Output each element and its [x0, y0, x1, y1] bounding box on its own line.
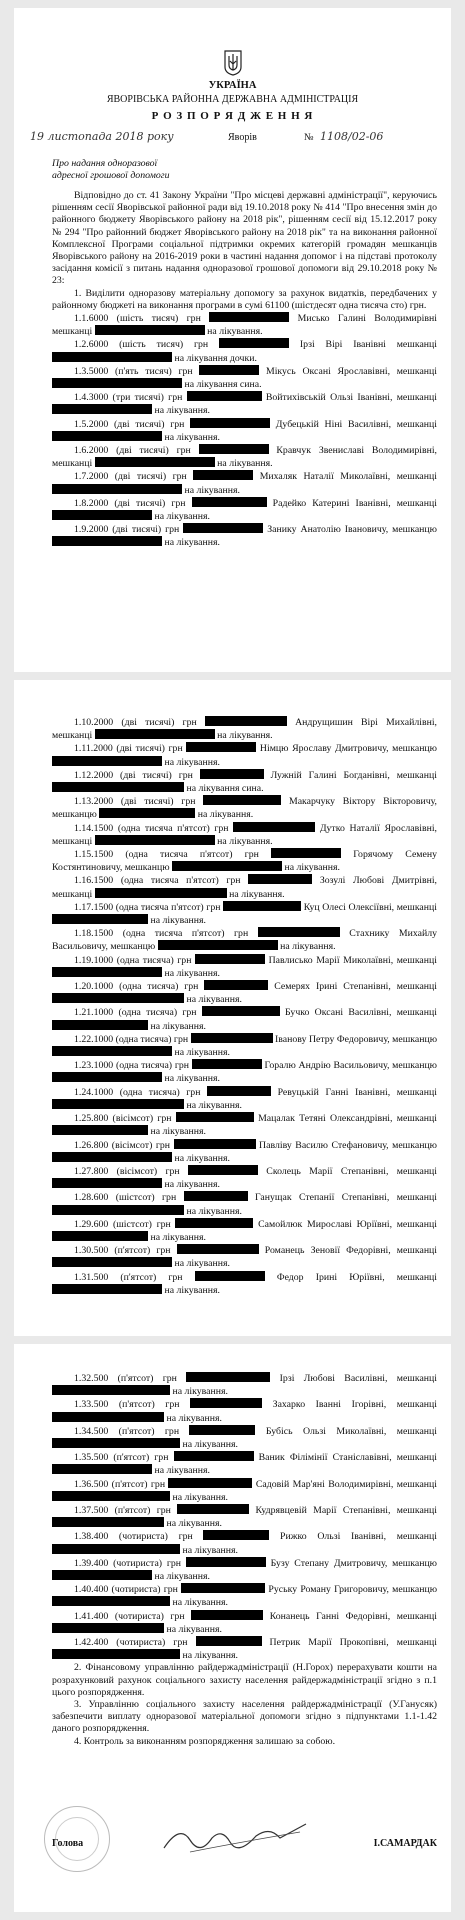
redaction-bar [52, 1205, 184, 1215]
redaction-bar [52, 1257, 172, 1267]
allowance-item [52, 1478, 437, 1504]
redaction-bar [168, 1478, 252, 1488]
allowance-purpose: на лікування. [164, 1179, 220, 1191]
redaction-bar [52, 1178, 162, 1188]
allowance-amount: 1.7.2000 (дві тисячі) грн [74, 471, 187, 483]
redaction-bar [177, 1244, 259, 1254]
body-text [52, 716, 437, 1297]
redaction-bar [204, 980, 268, 990]
subject [52, 158, 170, 182]
redaction-bar [195, 954, 265, 964]
document-page-3 [14, 1344, 451, 1912]
allowance-purpose: на лікування. [172, 1386, 228, 1398]
allowance-recipient: Дубецькій Ніні Василівні, мешканці [275, 418, 438, 430]
redaction-bar [52, 1231, 148, 1241]
allowance-recipient: Стахнику Михайлу Васильовичу, мешканцю [52, 928, 437, 953]
allowance-purpose: на лікування. [172, 1491, 228, 1503]
allowance-item [52, 1191, 437, 1217]
allowance-item [52, 1006, 437, 1032]
allowance-amount: 1.37.500 (п'ятсот) грн [74, 1505, 171, 1517]
allowance-item [52, 1557, 437, 1583]
allowance-recipient: Садовій Мар'яні Володимирівні, мешканці [255, 1478, 438, 1490]
allowance-recipient: Кудрявцевій Марії Степанівні, мешканці [255, 1505, 438, 1517]
allowance-recipient: Конанець Ганні Федорівні, мешканці [269, 1610, 438, 1622]
redaction-bar [52, 431, 162, 441]
allowance-recipient: Сколець Марії Степанівні, мешканці [266, 1165, 438, 1177]
allowance-purpose: на лікування. [186, 1099, 242, 1111]
allowance-amount: 1.3.5000 (п'ять тисяч) грн [74, 365, 193, 377]
allowance-amount: 1.29.600 (шістсот) грн [74, 1218, 171, 1230]
allowance-amount: 1.20.1000 (одна тисяча) грн [74, 981, 199, 993]
allowance-purpose: на лікування сина. [184, 379, 262, 391]
redaction-bar [52, 967, 162, 977]
redaction-bar [176, 1112, 254, 1122]
allowance-item [52, 338, 437, 364]
allowance-recipient: Куц Олесі Олексіївні, мешканці [303, 901, 437, 913]
redaction-bar [52, 1125, 148, 1135]
allowance-amount: 1.40.400 (чотириста) грн [74, 1584, 178, 1596]
allowance-amount: 1.26.800 (вісімсот) грн [74, 1139, 171, 1151]
preamble: Відповідно до ст. 41 Закону України "Про місцеві державні адміністрації", керуючись рішенням сесії Яворівської районної ради від 19.10.2018 року № 414 "Про внесення змін до районного бюджету Яворівського району на 2018 рік", рішенням сесії від 15.12.2017 року № 294 "Про районний бюджет Яворівського району на 2018 рік" та на виконання районної Комплексної Програми соціальної підтримки окремих категорій громадян мешканців Яворівського району на 2016-2019 роки в частині надання допомог і на підставі протоколу засідання комісії з питань надання одноразової грошової допомоги від 29.10.2018 року № 23: [52, 190, 437, 287]
redaction-bar [95, 888, 227, 898]
redaction-bar [186, 742, 256, 752]
allowance-purpose: на лікування. [150, 1020, 206, 1032]
allowance-amount: 1.31.500 (п'ятсот) грн [74, 1271, 183, 1283]
clause-4: 4. Контроль за виконанням розпорядження залишаю за собою. [74, 1735, 336, 1747]
redaction-bar [52, 1544, 180, 1554]
allowance-item [52, 1112, 437, 1138]
allowance-recipient: Ірзі Любові Василівні, мешканці [279, 1373, 438, 1384]
allowance-amount: 1.13.2000 (дві тисячі) грн [74, 796, 196, 808]
allowance-recipient: Бубісь Ользі Миколаївні, мешканці [265, 1425, 438, 1437]
clause-1: 1. Виділити одноразову матеріальну допомогу за рахунок видатків, передбачених у районному бюджеті на виконання програми в сумі 61100 (шістдесят одна тисяча сто) грн. [52, 287, 437, 311]
redaction-bar [271, 848, 341, 858]
redaction-bar [205, 716, 287, 726]
allowance-amount: 1.8.2000 (дві тисячі) грн [74, 497, 186, 509]
allowance-recipient: Іванову Петру Федоровичу, мешканцю [275, 1033, 438, 1045]
redaction-bar [184, 1191, 248, 1201]
redaction-bar [52, 782, 184, 792]
allowance-item [52, 418, 437, 444]
redaction-bar [52, 404, 152, 414]
subject-line: Про надання одноразової [52, 158, 158, 169]
signatory-name: І.САМАРДАК [373, 1838, 437, 1849]
allowance-recipient: Занику Анатолію Івановичу, мешканцю [267, 524, 437, 536]
redaction-bar [200, 769, 264, 779]
allowance-amount: 1.32.500 (п'ятсот) грн [74, 1373, 177, 1384]
allowance-recipient: Горалю Андрію Васильовичу, мешканцю [264, 1060, 438, 1072]
redaction-bar [190, 418, 270, 428]
allowance-recipient: Рижко Ользі Іванівні, мешканці [280, 1531, 437, 1543]
allowance-item [52, 1139, 437, 1165]
allowance-purpose: на лікування. [150, 1231, 206, 1243]
allowance-purpose: на лікування. [166, 1623, 222, 1635]
redaction-bar [195, 1271, 265, 1281]
allowance-item [52, 1530, 437, 1556]
allowance-item [52, 1059, 437, 1085]
allowance-item [52, 1372, 437, 1398]
allowance-purpose: на лікування. [217, 458, 273, 470]
allowance-purpose: на лікування. [217, 730, 273, 742]
redaction-bar [187, 391, 262, 401]
allowance-recipient: Федор Ірині Юріївні, мешканці [276, 1271, 438, 1283]
allowance-recipient: Павлисько Марії Миколаївні, мешканці [268, 954, 437, 966]
allowance-purpose: на лікування. [174, 1047, 230, 1059]
allowance-amount: 1.34.500 (п'ятсот) грн [74, 1425, 180, 1437]
allowance-amount: 1.18.1500 (одна тисяча п'ятсот) грн [74, 928, 249, 940]
allowance-item [52, 1086, 437, 1112]
document-page-1 [14, 8, 451, 672]
redaction-bar [52, 510, 152, 520]
redaction-bar [52, 484, 182, 494]
allowance-purpose: на лікування. [182, 1439, 238, 1451]
allowance-purpose: на лікування. [182, 1650, 238, 1662]
redaction-bar [174, 1451, 254, 1461]
redaction-bar [52, 993, 184, 1003]
redaction-bar [190, 1398, 262, 1408]
allowance-recipient: Ревуцькій Ганні Іванівні, мешканці [277, 1086, 437, 1098]
redaction-bar [95, 729, 215, 739]
redaction-bar [52, 1596, 170, 1606]
allowance-recipient: Лужній Галині Богданівні, мешканці [270, 769, 437, 781]
allowance-recipient: Петрик Марії Прокопівні, мешканці [269, 1637, 438, 1649]
allowance-amount: 1.10.2000 (дві тисячі) грн [74, 717, 197, 728]
allowance-recipient: Німцю Ярославу Дмитровичу, мешканцю [259, 743, 437, 755]
redaction-bar [52, 1438, 180, 1448]
allowance-amount: 1.25.800 (вісімсот) грн [74, 1113, 172, 1125]
document-page-2 [14, 680, 451, 1336]
allowance-recipient: Зозулі Любові Дмитрівні, мешканці [52, 875, 438, 900]
allowance-purpose: на лікування. [150, 1126, 206, 1138]
allowance-amount: 1.41.400 (чотириста) грн [74, 1610, 185, 1622]
redaction-bar [189, 1425, 255, 1435]
redaction-bar [95, 835, 215, 845]
allowance-item [52, 874, 437, 900]
allowance-purpose: на лікування сина. [186, 783, 264, 795]
redaction-bar [191, 1610, 263, 1620]
subject-line: адресної грошової допомоги [52, 170, 170, 181]
allowance-item [52, 927, 437, 953]
allowance-purpose: на лікування. [154, 511, 210, 523]
redaction-bar [52, 1020, 148, 1030]
allowance-item [52, 1165, 437, 1191]
allowance-amount: 1.24.1000 (одна тисяча) грн [74, 1086, 201, 1098]
allowance-amount: 1.19.1000 (одна тисяча) грн [74, 954, 192, 966]
allowance-item [52, 1636, 437, 1662]
redaction-bar [203, 1530, 269, 1540]
allowance-recipient: Макарчуку Віктору Вікторовичу, мешканцю [52, 796, 437, 821]
redaction-bar [188, 1165, 258, 1175]
place-label: Яворів [228, 132, 257, 143]
allowance-amount: 1.39.400 (чотириста) грн [74, 1557, 182, 1569]
allowance-purpose: на лікування. [186, 994, 242, 1006]
allowance-amount: 1.22.1000 (одна тисяча) грн [74, 1033, 189, 1045]
redaction-bar [192, 1059, 262, 1069]
redaction-bar [191, 1033, 273, 1043]
allowance-list [52, 312, 437, 550]
redaction-bar [52, 1152, 172, 1162]
allowance-recipient: Андрущишин Вірі Михайлівні, мешканці [52, 717, 438, 742]
allowance-purpose: на лікування. [164, 1073, 220, 1085]
allowance-item [52, 795, 437, 821]
allowance-recipient: Ваник Філімінії Станіславівні, мешканці [258, 1452, 437, 1464]
redaction-bar [52, 1412, 164, 1422]
redaction-bar [183, 523, 263, 533]
allowance-item [52, 1271, 437, 1297]
allowance-list [52, 1372, 437, 1662]
allowance-recipient: Семерях Ірині Степанівні, мешканці [274, 981, 438, 993]
redaction-bar [192, 497, 267, 507]
allowance-item [52, 312, 437, 338]
allowance-purpose: на лікування. [164, 537, 220, 549]
allowance-item [52, 1425, 437, 1451]
clause-3: 3. Управлінню соціального захисту населення райдержадміністрації (У.Ганусяк) забезпечити виплату одноразової матеріальної допомоги згідно з підпунктами 1.1-1.42 даного розпорядження. [52, 1699, 437, 1735]
allowance-recipient: Мисько Галині Володимирівні мешканці [52, 313, 437, 338]
redaction-bar [52, 1284, 162, 1294]
redaction-bar [209, 312, 289, 322]
redaction-bar [258, 927, 340, 937]
allowance-item [52, 954, 437, 980]
allowance-purpose: на лікування. [174, 1258, 230, 1270]
redaction-bar [177, 1504, 249, 1514]
allowance-recipient: Горячому Семену Костянтиновичу, мешканцю [52, 849, 437, 874]
allowance-amount: 1.36.500 (п'ятсот) грн [74, 1478, 166, 1490]
redaction-bar [199, 444, 269, 454]
allowance-purpose: на лікування. [182, 1544, 238, 1556]
allowance-amount: 1.38.400 (чотириста) грн [74, 1531, 193, 1543]
organization-heading: ЯВОРІВСЬКА РАЙОННА ДЕРЖАВНА АДМІНІСТРАЦІЯ [106, 94, 359, 105]
allowance-purpose: на лікування. [154, 1465, 210, 1477]
redaction-bar [52, 1072, 162, 1082]
document-type-heading: Р О З П О Р Я Д Ж Е Н Н Я [151, 110, 314, 122]
allowance-item [52, 1398, 437, 1424]
body-text [52, 190, 437, 550]
allowance-amount: 1.16.1500 (одна тисяча п'ятсот) грн [74, 875, 241, 887]
allowance-purpose: на лікування. [174, 1152, 230, 1164]
redaction-bar [52, 1046, 172, 1056]
allowance-item [52, 444, 437, 470]
allowance-item [52, 1033, 437, 1059]
allowance-item [52, 365, 437, 391]
country-heading: УКРАЇНА [208, 80, 257, 91]
redaction-bar [52, 378, 182, 388]
allowance-item [52, 822, 437, 848]
allowance-item [52, 1583, 437, 1609]
allowance-recipient: Бузу Степану Дмитровичу, мешканцю [270, 1557, 438, 1569]
redaction-bar [95, 325, 205, 335]
allowance-item [52, 523, 437, 549]
allowance-purpose: на лікування. [186, 1205, 242, 1217]
allowance-item [52, 716, 437, 742]
allowance-recipient: Самойлюк Мирославі Юріївні, мешканці [258, 1218, 437, 1230]
allowance-purpose: на лікування дочки. [174, 352, 257, 364]
allowance-amount: 1.27.800 (вісімсот) грн [74, 1165, 180, 1177]
allowance-amount: 1.42.400 (чотириста) грн [74, 1637, 188, 1649]
allowance-recipient: Войтихівській Ользі Іванівні, мешканці [265, 392, 437, 404]
allowance-list [52, 716, 437, 1297]
allowance-purpose: на лікування. [284, 862, 340, 874]
allowance-purpose: на лікування. [229, 888, 285, 900]
allowance-purpose: на лікування. [166, 1518, 222, 1530]
redaction-bar [186, 1557, 266, 1567]
redaction-bar [233, 822, 315, 832]
allowance-item [52, 1244, 437, 1270]
signatory-title: Голова [52, 1838, 84, 1849]
redaction-bar [95, 457, 215, 467]
allowance-item [52, 470, 437, 496]
allowance-recipient: Радейко Катерині Іванівні, мешканці [272, 497, 437, 509]
redaction-bar [158, 940, 278, 950]
allowance-amount: 1.35.500 (п'ятсот) грн [74, 1452, 169, 1464]
allowance-item [52, 1451, 437, 1477]
allowance-amount: 1.2.6000 (шість тисяч) грн [74, 339, 209, 351]
allowance-recipient: Павліву Василю Стефановичу, мешканцю [259, 1139, 437, 1151]
redaction-bar [52, 756, 162, 766]
clause-2: 2. Фінансовому управлінню райдержадміністрації (Н.Горох) перерахувати кошти на розрахунковий рахунок соціального захисту населення райдержадміністрації згідно з п.1 цього розпорядження. [52, 1662, 437, 1698]
redaction-bar [196, 1636, 262, 1646]
redaction-bar [223, 901, 301, 911]
allowance-item [52, 391, 437, 417]
allowance-recipient: Кравчук Звениславі Володимирівні, мешканці [52, 445, 438, 470]
allowance-purpose: на лікування. [154, 1571, 210, 1583]
redaction-bar [52, 1517, 164, 1527]
redaction-bar [202, 1006, 280, 1016]
allowance-amount: 1.9.2000 (дві тисячі) грн [74, 524, 180, 536]
allowance-amount: 1.33.500 (п'ятсот) грн [74, 1399, 180, 1411]
redaction-bar [99, 808, 195, 818]
redaction-bar [193, 470, 253, 480]
allowance-item [52, 901, 437, 927]
redaction-bar [199, 365, 259, 375]
redaction-bar [207, 1086, 271, 1096]
allowance-item [52, 742, 437, 768]
allowance-recipient: Ірзі Вірі Іванівні мешканці [299, 339, 437, 351]
allowance-recipient: Ганущак Степанії Степанівні, мешканці [255, 1192, 437, 1204]
redaction-bar [52, 1491, 170, 1501]
redaction-bar [52, 914, 148, 924]
date-handwritten: 19 листопада 2018 року [30, 130, 174, 143]
allowance-amount: 1.1.6000 (шість тисяч) грн [74, 313, 201, 325]
allowance-item [52, 980, 437, 1006]
number-prefix: № [304, 132, 314, 143]
number-handwritten: 1108/02-06 [320, 130, 384, 143]
allowance-amount: 1.4.3000 (три тисячі) грн [74, 392, 183, 404]
allowance-purpose: на лікування. [150, 915, 206, 927]
redaction-bar [52, 1385, 170, 1395]
allowance-item [52, 497, 437, 523]
allowance-item [52, 1218, 437, 1244]
redaction-bar [186, 1372, 270, 1382]
allowance-recipient: Романець Зеновії Федорівні, мешканці [264, 1245, 438, 1257]
allowance-purpose: на лікування. [184, 484, 240, 496]
redaction-bar [203, 795, 281, 805]
allowance-recipient: Руську Роману Григоровичу, мешканцю [268, 1584, 438, 1596]
allowance-amount: 1.11.2000 (дві тисячі) грн [74, 743, 183, 755]
allowance-item [52, 769, 437, 795]
allowance-recipient: Дутко Наталії Ярославівні, мешканці [52, 822, 438, 847]
redaction-bar [219, 338, 289, 348]
allowance-amount: 1.14.1500 (одна тисяча п'ятсот) грн [74, 822, 229, 834]
allowance-item [52, 848, 437, 874]
allowance-amount: 1.23.1000 (одна тисяча) грн [74, 1060, 189, 1072]
allowance-purpose: на лікування. [164, 431, 220, 443]
redaction-bar [174, 1139, 256, 1149]
allowance-purpose: на лікування. [164, 1284, 220, 1296]
redaction-bar [52, 1623, 164, 1633]
allowance-amount: 1.28.600 (шістсот) грн [74, 1192, 177, 1204]
allowance-purpose: на лікування. [166, 1412, 222, 1424]
allowance-item [52, 1504, 437, 1530]
allowance-amount: 1.21.1000 (одна тисяча) грн [74, 1007, 197, 1019]
redaction-bar [52, 536, 162, 546]
allowance-amount: 1.15.1500 (одна тисяча п'ятсот) грн [74, 849, 259, 861]
allowance-recipient: Михаляк Наталії Миколаївні, мешканці [259, 471, 437, 483]
allowance-purpose: на лікування. [154, 405, 210, 417]
allowance-purpose: на лікування. [207, 326, 263, 338]
allowance-amount: 1.12.2000 (дві тисячі) грн [74, 769, 193, 781]
redaction-bar [248, 874, 312, 884]
body-text [52, 1372, 437, 1748]
allowance-recipient: Захарко Іванні Ігорівні, мешканці [272, 1399, 438, 1411]
redaction-bar [172, 861, 282, 871]
allowance-item [52, 1610, 437, 1636]
allowance-purpose: на лікування. [197, 809, 254, 821]
allowance-recipient: Бучко Оксані Василівні, мешканці [285, 1007, 437, 1019]
signature-block [52, 1828, 437, 1868]
allowance-amount: 1.17.1500 (одна тисяча п'ятсот) грн [74, 901, 221, 913]
handwritten-signature [160, 1818, 310, 1858]
allowance-purpose: на лікування. [280, 941, 336, 953]
allowance-purpose: на лікування. [172, 1597, 228, 1609]
allowance-amount: 1.6.2000 (дві тисячі) грн [74, 445, 191, 457]
allowance-recipient: Мацалак Тетяні Олександрівні, мешканці [258, 1113, 438, 1125]
redaction-bar [52, 1649, 180, 1659]
redaction-bar [52, 1464, 152, 1474]
allowance-purpose: на лікування. [217, 835, 273, 847]
allowance-recipient: Мікусь Оксані Ярославівні, мешканці [265, 365, 437, 377]
allowance-amount: 1.30.500 (п'ятсот) грн [74, 1245, 171, 1257]
redaction-bar [52, 1570, 152, 1580]
allowance-purpose: на лікування. [164, 756, 220, 768]
redaction-bar [175, 1218, 253, 1228]
allowance-purpose: на лікування. [164, 967, 220, 979]
redaction-bar [181, 1583, 265, 1593]
redaction-bar [52, 352, 172, 362]
allowance-amount: 1.5.2000 (дві тисячі) грн [74, 418, 185, 430]
redaction-bar [52, 1099, 184, 1109]
